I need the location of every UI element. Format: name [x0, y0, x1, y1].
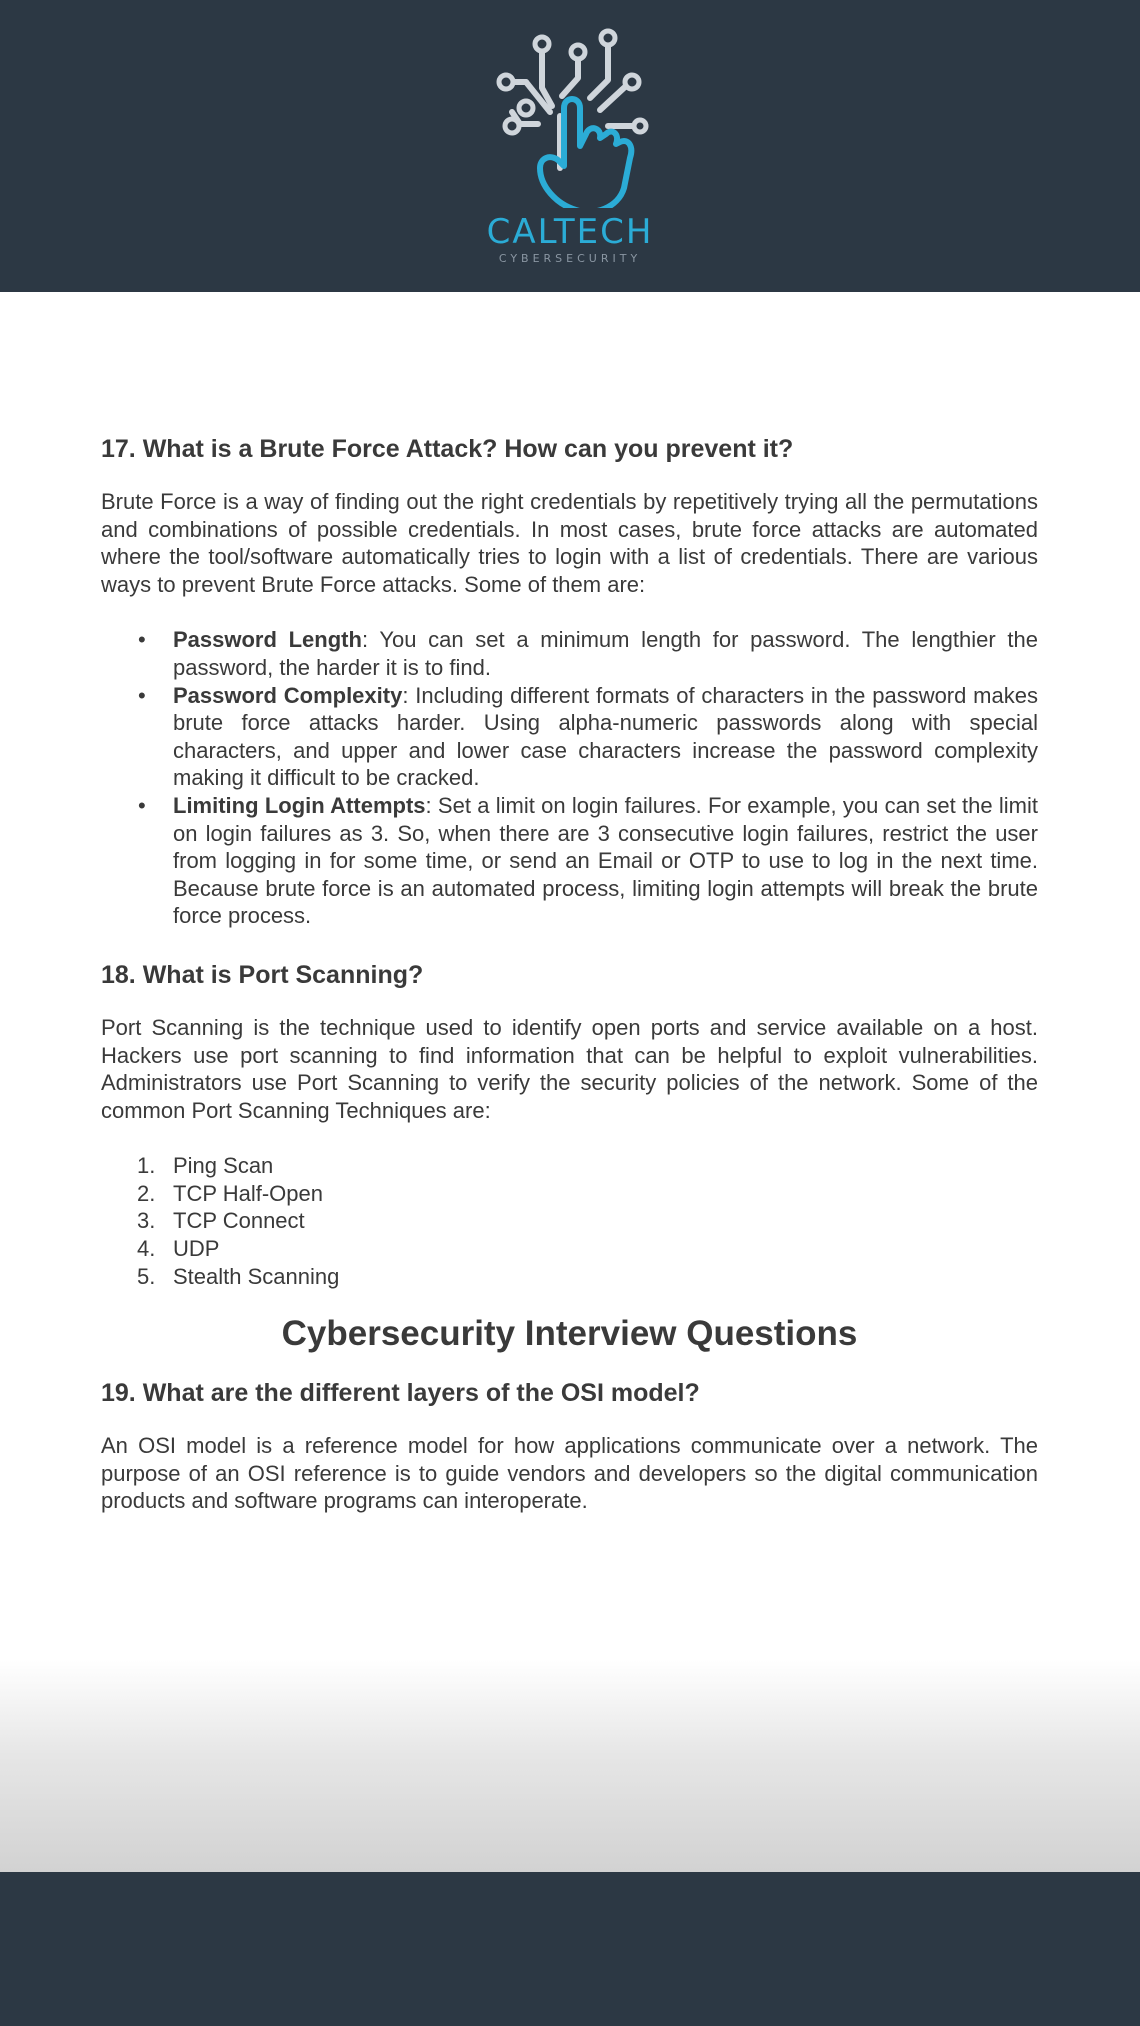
list-item — [101, 1152, 1038, 1180]
bullet-icon: • — [138, 682, 146, 708]
q18-techniques-list — [101, 1152, 1038, 1290]
list-item-text: Stealth Scanning — [173, 1263, 340, 1289]
list-item — [101, 1180, 1038, 1208]
page-header — [0, 0, 1140, 292]
q18-intro: Port Scanning is the technique used to identify open ports and service available on a host. Hackers use port scanning to find information that can be helpful to exploit vulnerabilities. Administrators use Port Scanning to verify the security policies of the network. Some of the common Port Scanning Techniques are: — [101, 1014, 1038, 1123]
list-item — [101, 1207, 1038, 1235]
q19-heading: 19. What are the different layers of the OSI model? — [101, 1379, 700, 1408]
q19-intro: An OSI model is a reference model for how applications communicate over a network. The purpose of an OSI reference is to guide vendors and developers so the digital communication products and software programs can interoperate. — [101, 1433, 1038, 1514]
list-item — [101, 1235, 1038, 1263]
document-body — [101, 432, 1038, 1515]
list-item-term: Limiting Login Attempts — [173, 792, 426, 818]
brand-tagline: CYBERSECURITY — [498, 252, 642, 265]
bullet-icon: • — [138, 792, 146, 818]
list-item-text: TCP Connect — [173, 1208, 305, 1234]
list-item-number: 1. — [137, 1153, 156, 1179]
q18-heading: 18. What is Port Scanning? — [101, 960, 424, 989]
list-item — [101, 682, 1038, 792]
page-bottom-shadow — [0, 1660, 1140, 1872]
list-item-text: : Set a limit on login failures. For example, you can set the limit on login failures as 3. So, when there are 3 consecutive login failures, restrict the user from logging in for some time, or send an Email or OTP to use to log in the next time. Because brute force is an automated process, limiting login attempts will break the brute force process. — [173, 792, 1039, 929]
page-footer — [0, 1872, 1140, 2026]
list-item-term: Password Complexity — [173, 682, 403, 708]
q17-intro: Brute Force is a way of finding out the right credentials by repetitively trying all the permutations and combinations of possible credentials. In most cases, brute force attacks are automated where the tool/software automatically tries to login with a list of credentials. There are various ways to prevent Brute Force attacks. Some of them are: — [101, 489, 1038, 597]
list-item-number: 5. — [137, 1263, 156, 1289]
list-item-number: 3. — [137, 1208, 156, 1234]
list-item-term: Password Length — [173, 627, 362, 653]
brand-name: CALTECH — [486, 212, 654, 252]
list-item-text: : You can set a minimum length for password. The lengthier the password, the harder it is to find. — [173, 627, 1038, 680]
hand-circuit-icon — [490, 28, 650, 208]
section-banner-title: Cybersecurity Interview Questions — [281, 1314, 858, 1354]
list-item-number: 4. — [137, 1236, 156, 1262]
q17-prevention-list — [101, 626, 1038, 930]
list-item — [101, 792, 1038, 930]
list-item-text: UDP — [173, 1236, 220, 1262]
list-item — [101, 1263, 1038, 1291]
list-item-text: : Including different formats of characters in the password makes brute force attacks harder. Using alpha-numeric passwords along with special characters, and upper and lower case characters increase the password complexity making it difficult to be cracked. — [173, 682, 1038, 791]
q17-heading: 17. What is a Brute Force Attack? How can you prevent it? — [101, 435, 794, 463]
list-item-number: 2. — [137, 1180, 156, 1206]
list-item-text: TCP Half-Open — [173, 1180, 323, 1206]
list-item — [101, 626, 1038, 681]
bullet-icon: • — [138, 627, 146, 653]
list-item-text: Ping Scan — [173, 1153, 274, 1179]
